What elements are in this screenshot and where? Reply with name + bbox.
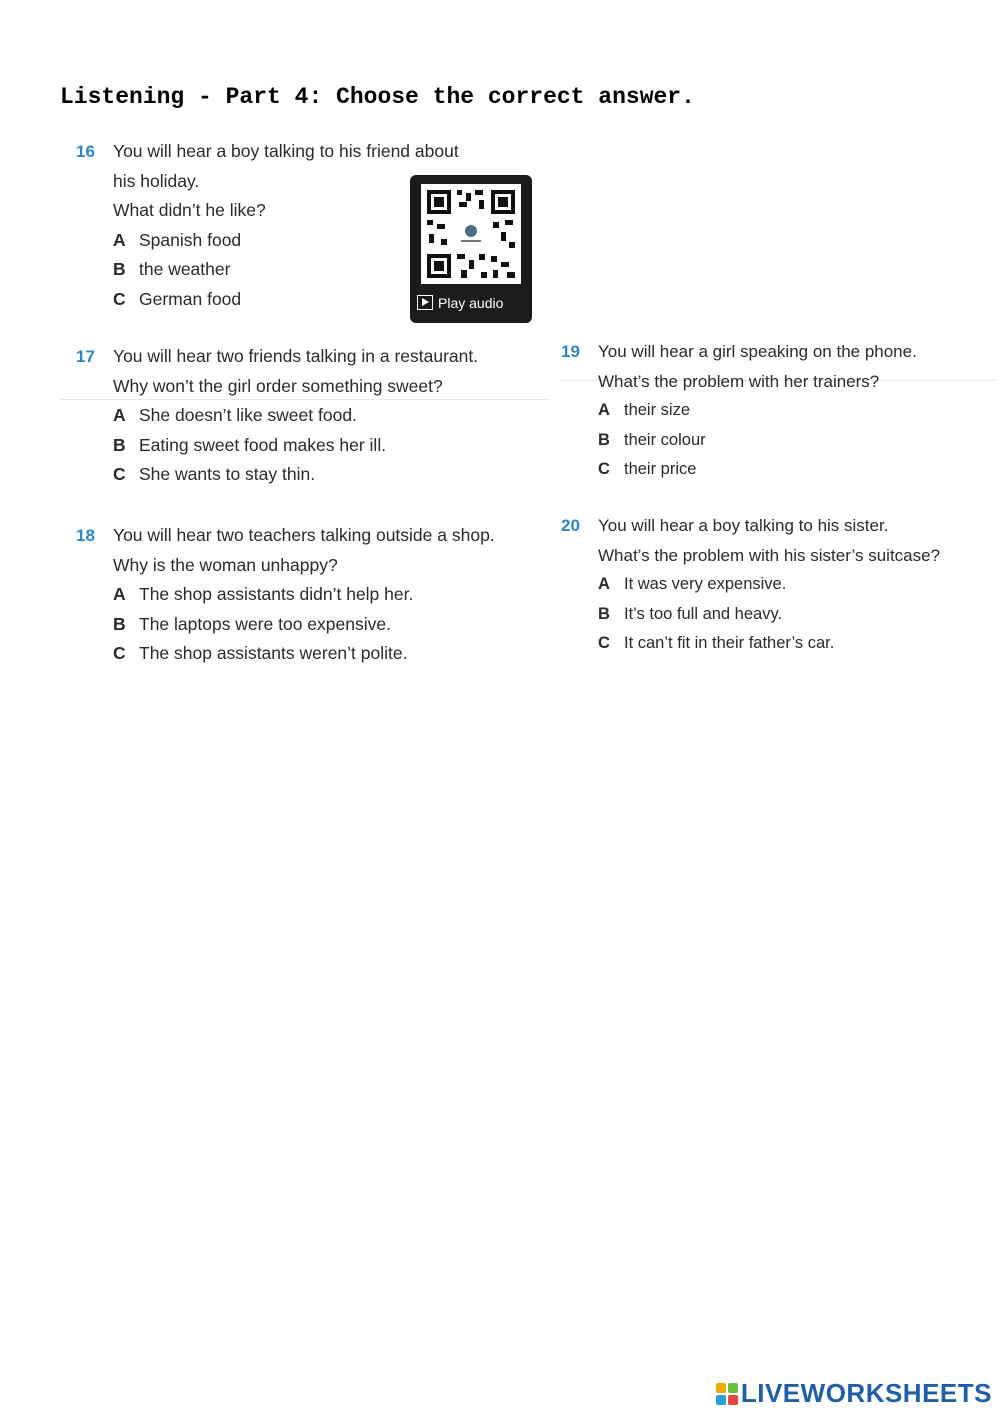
answer-option-c[interactable] bbox=[113, 639, 495, 669]
answer-option-c[interactable] bbox=[113, 460, 478, 490]
answer-option-b[interactable] bbox=[113, 431, 478, 461]
question-prompt: You will hear a girl speaking on the phone. bbox=[598, 342, 917, 361]
question-prompt: You will hear a boy talking to his friend about bbox=[113, 141, 459, 161]
option-letter: A bbox=[598, 401, 610, 419]
question-prompt: Why is the woman unhappy? bbox=[113, 554, 338, 575]
option-text: It can’t fit in their father’s car. bbox=[624, 634, 835, 652]
option-text: The shop assistants didn’t help her. bbox=[139, 584, 414, 604]
option-letter: A bbox=[113, 584, 126, 604]
answer-option-c[interactable] bbox=[113, 285, 459, 315]
option-text: She doesn’t like sweet food. bbox=[139, 405, 357, 425]
option-letter: A bbox=[113, 229, 126, 250]
answer-option-a[interactable] bbox=[113, 580, 495, 610]
question-number: 16 bbox=[76, 142, 95, 161]
option-letter: A bbox=[113, 405, 126, 425]
question-prompt: What didn’t he like? bbox=[113, 200, 266, 220]
question-prompt: You will hear two friends talking in a restaurant. bbox=[113, 346, 479, 366]
answer-option-a[interactable] bbox=[113, 226, 459, 256]
question-prompt: What’s the problem with her trainers? bbox=[598, 371, 880, 391]
question-19 bbox=[561, 337, 917, 485]
question-prompt: What’s the problem with his sister’s suitcase? bbox=[598, 545, 941, 565]
option-text: their colour bbox=[624, 430, 706, 449]
option-text: The laptops were too expensive. bbox=[139, 613, 391, 634]
question-number: 19 bbox=[561, 342, 580, 361]
question-18 bbox=[76, 521, 495, 669]
option-text: It was very expensive. bbox=[624, 575, 787, 593]
question-20 bbox=[561, 511, 941, 659]
option-text: the weather bbox=[139, 259, 231, 279]
page-title: Listening - Part 4: Choose the correct answer. bbox=[60, 84, 695, 110]
liveworksheets-logo[interactable] bbox=[716, 1378, 992, 1409]
question-number: 17 bbox=[76, 347, 95, 366]
option-text: The shop assistants weren’t polite. bbox=[139, 643, 408, 663]
option-text: their price bbox=[624, 460, 697, 478]
option-letter: B bbox=[598, 430, 610, 449]
option-letter: C bbox=[113, 643, 126, 663]
option-letter: C bbox=[113, 464, 126, 484]
answer-option-c[interactable] bbox=[598, 629, 940, 659]
question-17 bbox=[76, 342, 479, 490]
option-letter: C bbox=[113, 288, 126, 309]
option-letter: B bbox=[113, 434, 126, 455]
play-audio-button[interactable] bbox=[417, 295, 503, 311]
answer-option-b[interactable] bbox=[113, 610, 495, 640]
answer-option-c[interactable] bbox=[598, 455, 917, 485]
option-letter: A bbox=[598, 575, 610, 593]
logo-icon bbox=[716, 1383, 738, 1405]
brand-text: LIVEWORKSHEETS bbox=[740, 1378, 992, 1408]
option-text: She wants to stay thin. bbox=[139, 464, 316, 484]
option-letter: B bbox=[113, 259, 126, 279]
answer-option-b[interactable] bbox=[598, 426, 917, 456]
option-letter: C bbox=[598, 634, 610, 652]
question-16 bbox=[76, 137, 459, 314]
option-text: German food bbox=[139, 288, 242, 309]
question-prompt: his holiday. bbox=[113, 170, 200, 191]
question-prompt: Why won’t the girl order something sweet? bbox=[113, 375, 443, 396]
option-text: their size bbox=[624, 401, 691, 419]
question-prompt: You will hear two teachers talking outside a shop. bbox=[113, 525, 495, 545]
play-icon bbox=[417, 295, 433, 310]
question-number: 20 bbox=[561, 516, 580, 535]
answer-option-a[interactable] bbox=[113, 401, 478, 431]
option-letter: B bbox=[113, 613, 126, 634]
option-text: Eating sweet food makes her ill. bbox=[139, 434, 387, 455]
play-audio-label: Play audio bbox=[438, 295, 504, 311]
answer-option-b[interactable] bbox=[113, 255, 459, 285]
audio-card[interactable] bbox=[410, 175, 532, 323]
question-number: 18 bbox=[76, 526, 95, 545]
answer-option-a[interactable] bbox=[598, 570, 940, 600]
answer-option-a[interactable] bbox=[598, 396, 917, 426]
option-letter: C bbox=[598, 460, 610, 478]
option-text: It’s too full and heavy. bbox=[624, 604, 783, 623]
qr-code-icon bbox=[421, 184, 521, 284]
option-letter: B bbox=[598, 604, 610, 623]
question-prompt: You will hear a boy talking to his sister. bbox=[598, 516, 889, 535]
answer-option-b[interactable] bbox=[598, 600, 940, 630]
option-text: Spanish food bbox=[139, 229, 242, 250]
